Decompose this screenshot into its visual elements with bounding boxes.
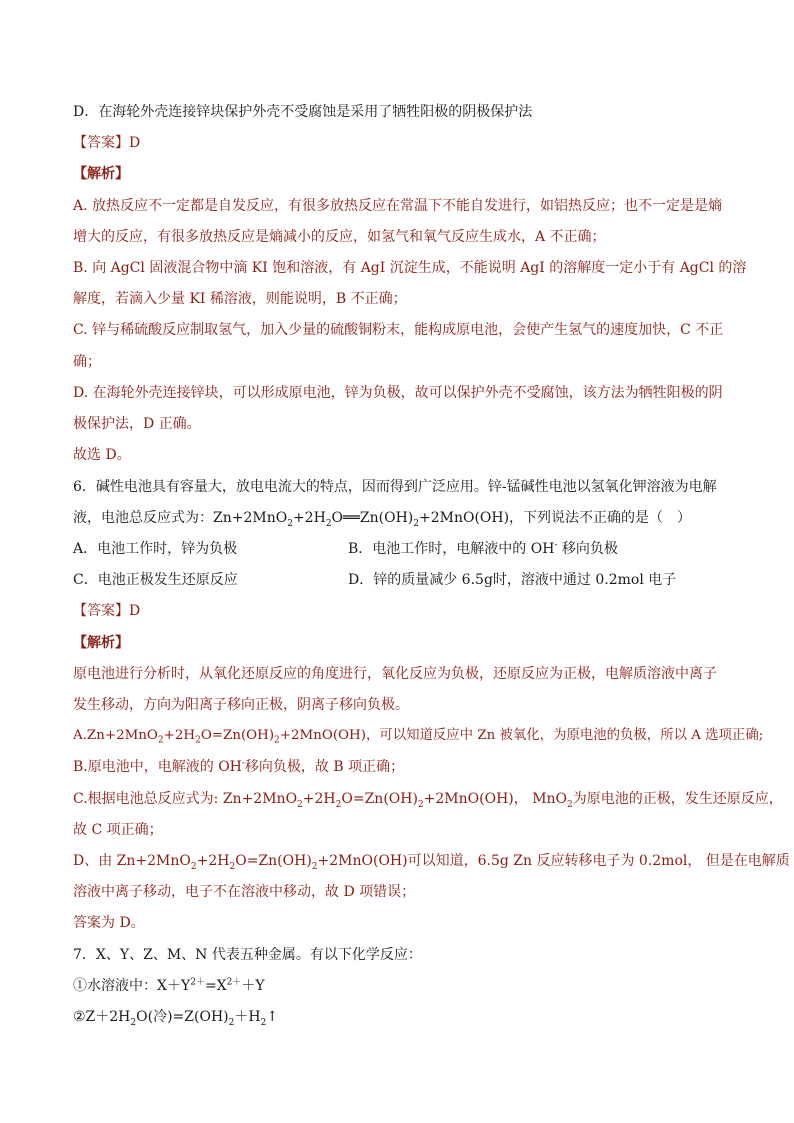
q5-answer: 【答案】D: [73, 135, 141, 151]
q6-analysis-a: $A.Zn+2MnO_2+2H_2O=Zn(OH)_2+2MnO(OH)$，可以知道反应中 Zn 被氧化，为原电池的负极，所以 A 选项正确;: [73, 728, 764, 746]
q6-analysis-d-line1: D、由 $Zn+2MnO_2+2H_2O=Zn(OH)_2+2MnO(OH)$可以知道，6.5g Zn 反应转移电子为 0.2mol， 但是在电解质: [73, 853, 790, 872]
q5-analysis-d-line1: D. 在海轮外壳连接锌块，可以形成原电池，锌为负极，故可以保护外壳不受腐蚀，该方法为牺牲阳极的阴: [73, 385, 723, 401]
q6-option-b: B．电池工作时，电解液中的 OH- 移向负极: [348, 540, 618, 557]
q6-analysis-d-line2: 溶液中离子移动，电子不在溶液中移动，故 D 项错误；: [73, 884, 416, 900]
q5-analysis-d-line2: 极保护法，D 正确。: [73, 416, 201, 432]
q7-reaction-1: ①水溶液中：$X+Y^{2+}=X^{2+}+Y$: [73, 977, 265, 994]
q7-stem: 7．X、Y、Z、M、N 代表五种金属。有以下化学反应：: [73, 947, 422, 963]
q6-stem-line2: 液，电池总反应式为：$Zn+2MnO_2+2H_2O══Zn(OH)_2+2MnO(OH)$，下列说法不正确的是（ ）: [73, 510, 692, 529]
q6-analysis-c-line2: 故 C 项正确；: [73, 822, 163, 838]
q5-choice: 故选 D。: [73, 447, 131, 463]
q5-analysis-c-line1: C. 锌与稀硫酸反应制取氢气，加入少量的硫酸铜粉末，能构成原电池，会使产生氢气的速度加快，C 不正: [73, 322, 724, 338]
q6-analysis-label: 【解析】: [73, 635, 129, 651]
q6-analysis-p1-line1: 原电池进行分析时，从氧化还原反应的角度进行，氧化反应为负极，还原反应为正极，电解质溶液中离子: [73, 666, 717, 682]
q5-analysis-b-line1: B. 向 AgCl 固液混合物中滴 KI 饱和溶液，有 AgI 沉淀生成，不能说明 AgI 的溶解度一定小于有 AgCl 的溶: [73, 260, 747, 276]
q5-option-d: D．在海轮外壳连接锌块保护外壳不受腐蚀是采用了牺牲阳极的阴极保护法: [73, 104, 533, 120]
q6-final-answer: 答案为 D。: [73, 915, 145, 931]
q6-option-d: D．锌的质量减少 6.5g时，溶液中通过 0.2mol 电子: [348, 572, 677, 588]
q5-analysis-b-line2: 解度，若滴入少量 KI 稀溶液，则能说明，B 不正确；: [73, 291, 407, 307]
q5-analysis-a-line1: A. 放热反应不一定都是自发反应，有很多放热反应在常温下不能自发进行，如铝热反应；也不一定是是熵: [73, 198, 723, 214]
q6-analysis-p1-line2: 发生移动，方向为阳离子移向正极，阴离子移向负极。: [73, 697, 409, 713]
q7-reaction-2: $②Z+2H_2O$(冷)$=Z(OH)_2+H_2↑$: [73, 1009, 279, 1028]
q5-analysis-c-line2: 确；: [73, 354, 101, 370]
q5-analysis-label: 【解析】: [73, 166, 129, 182]
q6-option-a: A．电池工作时，锌为负极: [73, 541, 238, 557]
q6-answer: 【答案】D: [73, 603, 141, 619]
q6-analysis-c-line1: C.根据电池总反应式为: $Zn+2MnO_2+2H_2O=Zn(OH)_2+2MnO(OH)$， MnO$_2$为原电池的正极，发生还原反应，: [73, 791, 783, 810]
q6-stem-line1: 6．碱性电池具有容量大，放电电流大的特点，因而得到广泛应用。锌-锰碱性电池以氢氧化钾溶液为电解: [73, 479, 717, 495]
q6-option-c: C．电池正极发生还原反应: [73, 572, 238, 588]
q6-analysis-b: B.原电池中，电解液的 OH-移向负极，故 B 项正确；: [73, 758, 405, 775]
q5-analysis-a-line2: 增大的反应，有很多放热反应是熵减小的反应，如氢气和氧气反应生成水，A 不正确；: [73, 229, 606, 245]
